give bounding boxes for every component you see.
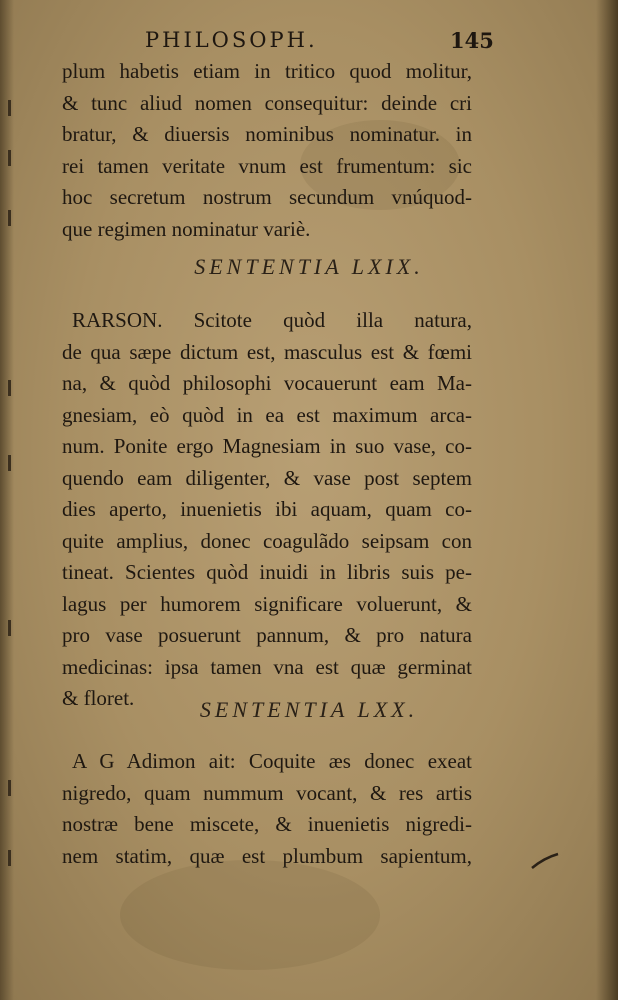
section-paragraph [62,305,472,715]
text-line: nostræ bene miscete, & inuenietis nigredi- [62,812,472,836]
text-line: na, & quòd philosophi vocauerunt eam Ma- [62,371,472,395]
text-line: & tunc aliud nomen consequitur: deinde cri [62,90,472,115]
text-line: num. Ponite ergo Magnesiam in suo vase, co- [62,434,472,458]
section-paragraph [62,746,472,872]
text-line: quendo eam diligenter, & vase post septem [62,465,472,490]
ink-stroke-mark [530,852,560,870]
text-line: RARSON. Scitote quòd illa natura, [72,308,472,332]
margin-ink-marks [8,60,14,920]
text-line: gnesiam, eò quòd in ea est maximum arca- [62,402,472,427]
text-line: nigredo, quam nummum vocant, & res artis [62,780,472,805]
text-line: tineat. Scientes quòd inuidi in libris suis pe- [62,560,472,584]
paper-stain [120,860,380,970]
text-line: que regimen nominatur variè. [62,216,311,241]
text-line: dies aperto, inuenietis ibi aquam, quam co- [62,497,472,521]
continuation-paragraph [62,56,472,245]
text-line: lagus per humorem significare voluerunt, & [62,591,472,616]
section-heading: SENTENTIA LXX. [199,697,419,722]
text-line: quite amplius, donec coagulãdo seipsam con [62,528,472,553]
text-line: bratur, & diuersis nominibus nominatur. in [62,122,472,146]
text-line: plum habetis etiam in tritico quod molitur, [62,59,472,83]
text-line: nem statim, quæ est plumbum sapientum, [62,843,472,868]
text-line: & floret. [62,686,135,710]
page-edge-shadow [596,0,618,1000]
section-heading: SENTENTIA LXIX. [194,254,424,279]
text-line: A G Adimon ait: Coquite æs donec exeat [72,749,472,773]
running-head: PHILOSOPH. [145,28,318,52]
text-line: hoc secretum nostrum secundum vnúquod- [62,185,472,209]
text-line: pro vase posuerunt pannum, & pro natura [62,623,472,647]
page-number: 145 [450,28,494,53]
text-line: de qua sæpe dictum est, masculus est & fœmi [62,339,472,364]
text-line: medicinas: ipsa tamen vna est quæ germinat [62,654,472,679]
text-line: rei tamen veritate vnum est frumentum: sic [62,153,472,178]
